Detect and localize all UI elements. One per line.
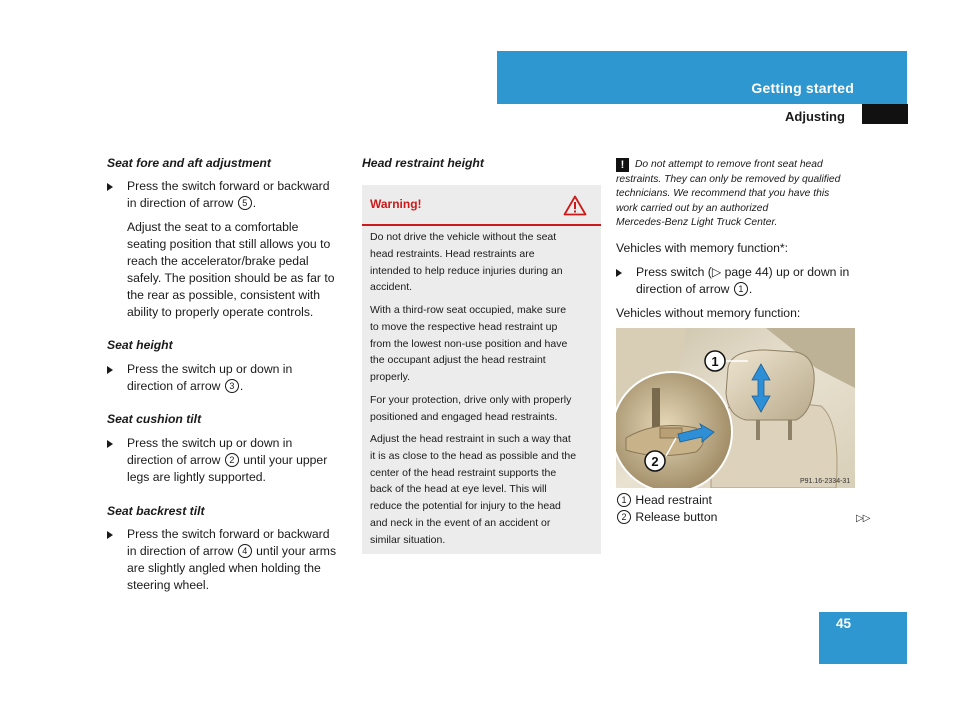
bullet-arrow-icon bbox=[616, 269, 622, 277]
arrow-number-2: 2 bbox=[225, 453, 239, 467]
seat-cushion-heading: Seat cushion tilt bbox=[107, 412, 202, 426]
seat-height-heading: Seat height bbox=[107, 338, 173, 352]
legend-item-2: 2 Release button bbox=[616, 509, 717, 526]
subsection-title: Adjusting bbox=[785, 109, 845, 124]
warning-triangle-icon bbox=[563, 195, 587, 216]
seat-cushion-step: Press the switch up or down in direction of arrow 2 until your upper legs are lightly supported. bbox=[107, 435, 347, 486]
seat-height-step: Press the switch up or down in direction of arrow 3 . bbox=[107, 361, 337, 395]
seat-fore-aft-step: Press the switch forward or backward in direction of arrow 5 . bbox=[107, 178, 337, 212]
head-restraint-photo bbox=[616, 328, 855, 488]
callout-2: 2 bbox=[651, 454, 659, 469]
bullet-arrow-icon bbox=[107, 531, 113, 539]
legend-item-1: 1 Head restraint bbox=[616, 492, 712, 509]
subsection-marker bbox=[862, 104, 908, 124]
seat-backrest-heading: Seat backrest tilt bbox=[107, 504, 205, 518]
bullet-arrow-icon bbox=[107, 366, 113, 374]
bullet-arrow-icon bbox=[107, 183, 113, 191]
memory-label: Vehicles with memory function*: bbox=[616, 241, 789, 255]
legend-number-1: 1 bbox=[617, 493, 631, 507]
continue-arrows-icon: ▷▷ bbox=[856, 513, 870, 524]
memory-step: Press switch (▷ page 44) up or down in direction of arrow 1 . bbox=[616, 264, 861, 298]
warning-divider bbox=[362, 224, 601, 226]
seat-backrest-step: Press the switch forward or backward in direction of arrow 4 until your arms are slightly angled when holding the steering wheel. bbox=[107, 526, 347, 594]
warning-paragraph-1: Do not drive the vehicle without the seat head restraints. Head restraints are intended to help reduce injuries during an accident. bbox=[370, 231, 563, 294]
photo-code: P91.16-2334-31 bbox=[800, 478, 851, 485]
arrow-number-3: 3 bbox=[225, 379, 239, 393]
page-number-box bbox=[819, 612, 907, 664]
page-number: 45 bbox=[836, 616, 852, 631]
head-restraint-heading: Head restraint height bbox=[362, 156, 484, 170]
seat-fore-aft-heading: Seat fore and aft adjustment bbox=[107, 156, 271, 170]
arrow-number-5: 5 bbox=[238, 196, 252, 210]
warning-paragraph-4: Adjust the head restraint in such a way that it is as close to the head as possible and the center of the head restraint supports the back of the head at eye level. This will reduce the potential for injury to the head and neck in the event of an accident or similar situation. bbox=[370, 433, 577, 546]
callout-1: 1 bbox=[711, 354, 719, 369]
bullet-arrow-icon bbox=[107, 440, 113, 448]
arrow-number-4: 4 bbox=[238, 544, 252, 558]
arrow-number-1: 1 bbox=[734, 282, 748, 296]
seat-fore-aft-paragraph: Adjust the seat to a comfortable seating position that still allows you to reach the accelerator/brake pedal safely. The position should be as far to the rear as possible, consistent with ability to properly operate controls. bbox=[127, 220, 335, 319]
warning-paragraph-3: For your protection, drive only with properly positioned and engaged head restraints. bbox=[370, 394, 572, 423]
warning-box bbox=[362, 185, 601, 554]
head-restraint-illustration bbox=[616, 328, 855, 488]
legend-number-2: 2 bbox=[617, 510, 631, 524]
warning-paragraph-2: With a third-row seat occupied, make sure to move the respective head restraint up from the lowest non-use position and have the occupant adjust the head restraint properly. bbox=[370, 304, 568, 384]
header-band bbox=[497, 51, 907, 104]
section-title: Getting started bbox=[751, 80, 854, 96]
caution-note: ! Do not attempt to remove front seat head restraints. They can only be removed by qualified technicians. We recommend that you have this work carried out by an authorized Mercedes-Benz Light Truck Center. bbox=[616, 159, 841, 229]
caution-icon: ! bbox=[616, 158, 629, 172]
warning-title: Warning! bbox=[370, 197, 422, 211]
no-memory-label: Vehicles without memory function: bbox=[616, 306, 801, 320]
